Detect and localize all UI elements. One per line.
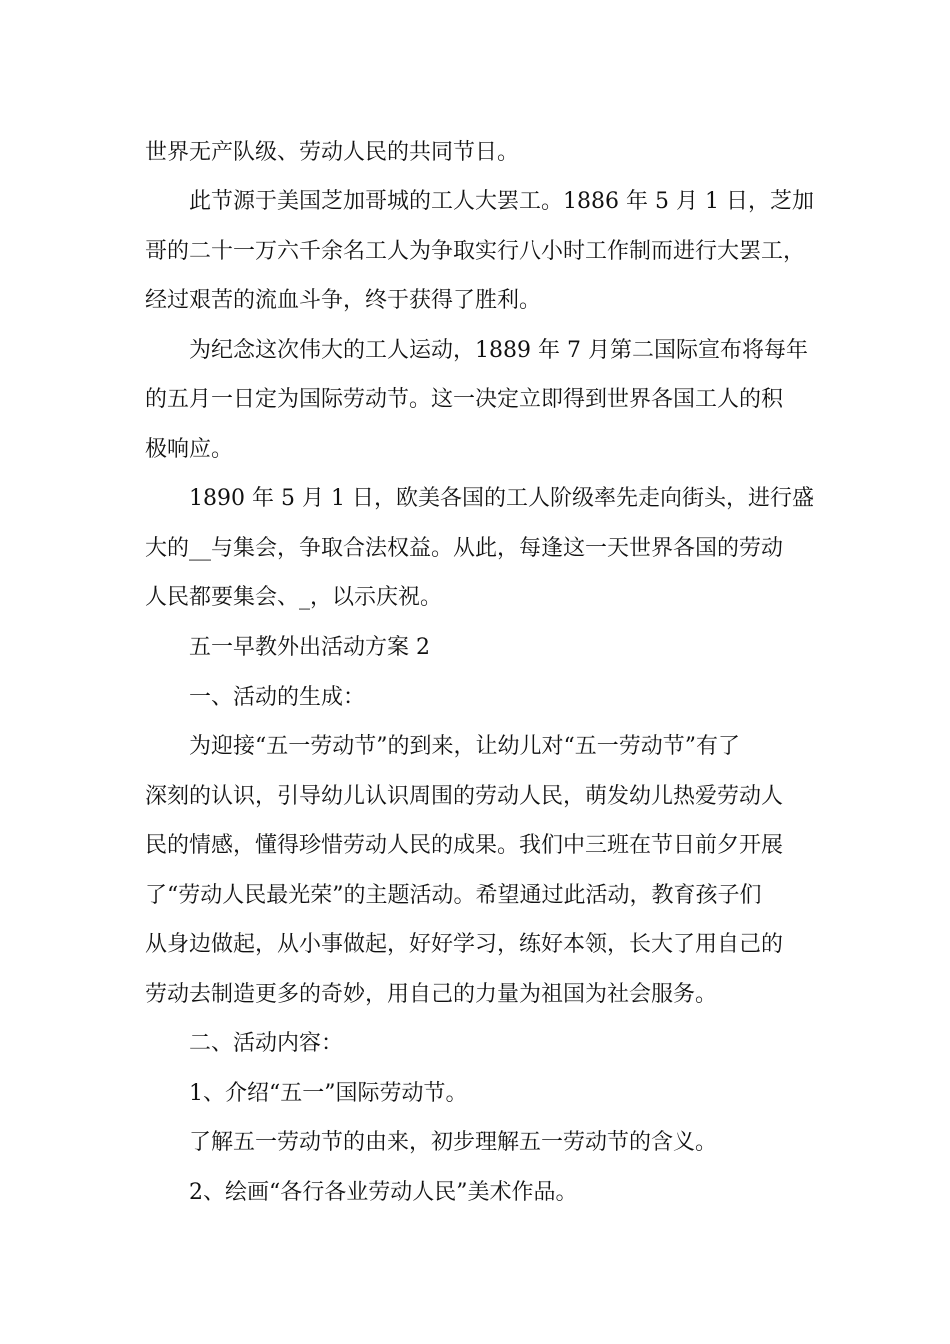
text-line: 从身边做起，从小事做起，好好学习，练好本领，长大了用自己的 (145, 932, 784, 957)
text-line: 大的__与集会，争取合法权益。从此，每逢这一天世界各国的劳动 (145, 536, 784, 561)
text-line: 深刻的认识，引导幼儿认识周围的劳动人民，萌发幼儿热爱劳动人 (145, 784, 784, 809)
list-item: 2、绘画“各行各业劳动人民”美术作品。 (189, 1180, 578, 1205)
text-line: 经过艰苦的流血斗争，终于获得了胜利。 (145, 288, 542, 313)
text-line: 世界无产队级、劳动人民的共同节日。 (145, 140, 520, 165)
text-line: 民的情感，懂得珍惜劳动人民的成果。我们中三班在节日前夕开展 (145, 833, 784, 858)
text-line: 哥的二十一万六千余名工人为争取实行八小时工作制而进行大罢工， (145, 239, 806, 264)
text-line: 1890 年 5 月 1 日，欧美各国的工人阶级率先走向街头，进行盛 (189, 486, 814, 511)
text-line: 了解五一劳动节的由来，初步理解五一劳动节的含义。 (189, 1130, 718, 1155)
text-line: 的五月一日定为国际劳动节。这一决定立即得到世界各国工人的积 (145, 387, 784, 412)
section-heading: 二、活动内容： (189, 1031, 344, 1056)
section-heading: 一、活动的生成： (189, 685, 366, 710)
text-line: 为迎接“五一劳动节”的到来，让幼儿对“五一劳动节”有了 (189, 734, 740, 759)
text-line: 人民都要集会、_，以示庆祝。 (145, 585, 443, 610)
section-heading: 五一早教外出活动方案 2 (189, 635, 430, 660)
list-item: 1、介绍“五一”国际劳动节。 (189, 1081, 468, 1106)
text-line: 为纪念这次伟大的工人运动，1889 年 7 月第二国际宣布将每年 (189, 338, 808, 363)
text-line: 了“劳动人民最光荣”的主题活动。希望通过此活动，教育孩子们 (145, 883, 762, 908)
text-line: 极响应。 (145, 437, 234, 462)
text-line: 劳动去制造更多的奇妙，用自己的力量为祖国为社会服务。 (145, 982, 718, 1007)
text-line: 此节源于美国芝加哥城的工人大罢工。1886 年 5 月 1 日，芝加 (189, 189, 814, 214)
